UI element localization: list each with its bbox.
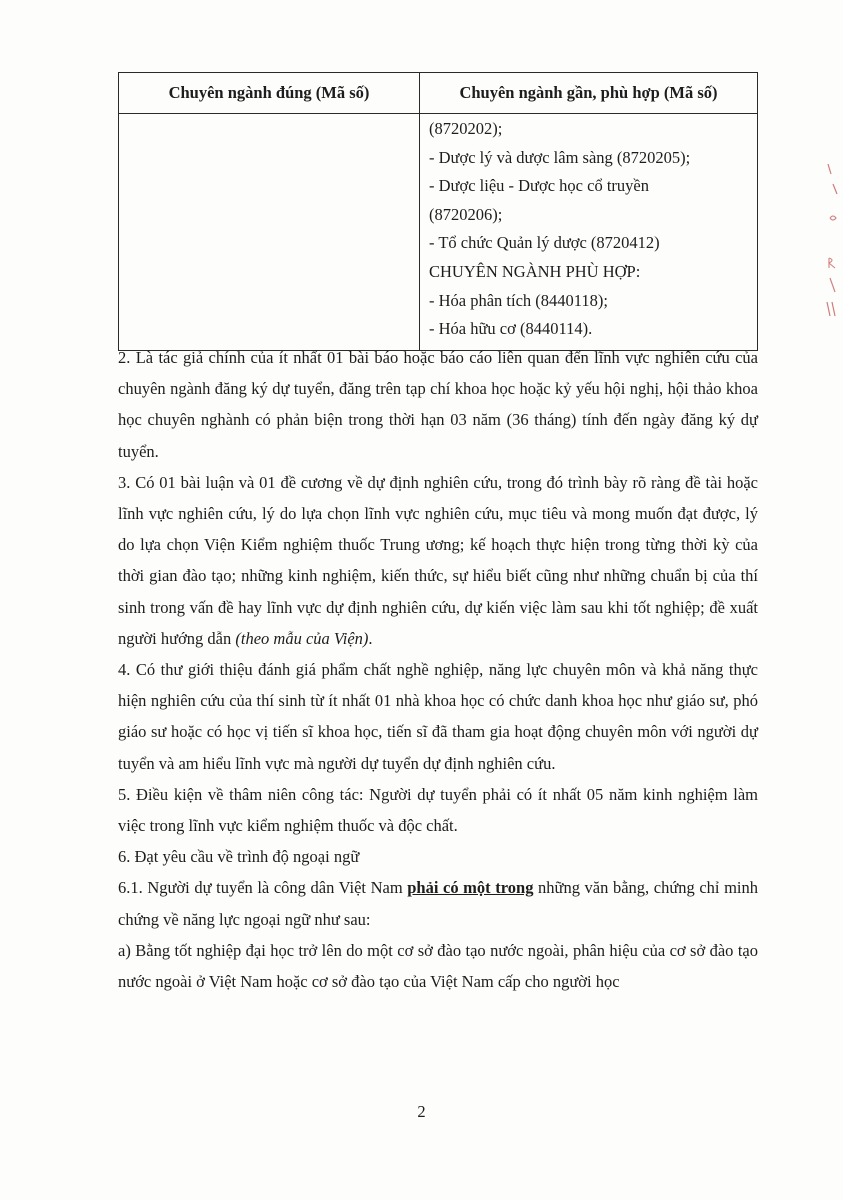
major-table bbox=[118, 72, 758, 351]
paragraph-3-italic: (theo mẫu của Viện) bbox=[235, 628, 369, 648]
related-major-cell bbox=[420, 114, 758, 351]
page-number: 2 bbox=[417, 1102, 426, 1121]
paragraph-6-1 bbox=[118, 872, 758, 934]
stamp-marks bbox=[818, 150, 843, 330]
paragraph-6: 6. Đạt yêu cầu về trình độ ngoại ngữ bbox=[118, 847, 360, 867]
list-item: (8720202); bbox=[429, 119, 503, 138]
header-exact-major: Chuyên ngành đúng (Mã số) bbox=[119, 73, 420, 114]
stamp-marks-graphic bbox=[818, 150, 843, 330]
table-row bbox=[119, 114, 758, 351]
list-item: - Dược liệu - Dược học cổ truyền bbox=[429, 176, 649, 196]
paragraph-5: 5. Điều kiện về thâm niên công tác: Người dự tuyển phải có ít nhất 05 năm kinh nghiệm làm việc trong lĩnh vực kiểm nghiệm thuốc và độc chất. bbox=[118, 784, 758, 836]
paragraph-3 bbox=[118, 467, 758, 654]
table-header-row bbox=[119, 73, 758, 114]
paragraph-2: 2. Là tác giả chính của ít nhất 01 bài báo hoặc báo cáo liên quan đến lĩnh vực nghiên cứu của chuyên ngành đăng ký dự tuyển, đăng trên tạp chí khoa học hoặc kỷ yếu hội nghị, hội thảo khoa học chuyên nghành có phản biện trong thời hạn 03 năm (36 tháng) tính đến ngày đăng ký dự tuyển. bbox=[118, 348, 758, 461]
paragraph-6-1-start: 6.1. Người dự tuyển là công dân Việt Nam bbox=[118, 878, 408, 898]
paragraph-3-text: 3. Có 01 bài luận và 01 đề cương về dự định nghiên cứu, trong đó trình bày rõ ràng đề tài hoặc lĩnh vực nghiên cứu, lý do lựa chọn lĩnh vực nghiên cứu, mục tiêu và mong muốn đạt được, lý do lựa chọn Viện Kiểm nghiệm thuốc Trung ương; kế hoạch thực hiện trong từng thời kỳ của thời gian đào tạo; những kinh nghiệm, kiến thức, sự hiểu biết cũng như những chuẩn bị của thí sinh trong vấn đề hay lĩnh vực dự định nghiên cứu, dự kiến việc làm sau khi tốt nghiệp; đề xuất người hướng dẫn bbox=[118, 472, 758, 648]
paragraph-3-end: . bbox=[368, 628, 373, 648]
related-major-list bbox=[420, 114, 757, 350]
list-item: - Hóa hữu cơ (8440114). bbox=[429, 319, 593, 339]
list-item: - Dược lý và dược lâm sàng (8720205); bbox=[429, 147, 691, 167]
paragraph-a: a) Bằng tốt nghiệp đại học trở lên do một cơ sở đào tạo nước ngoài, phân hiệu của cơ sở đào tạo nước ngoài ở Việt Nam hoặc cơ sở đào tạo của Việt Nam cấp cho người học bbox=[118, 940, 758, 992]
list-item: (8720206); bbox=[429, 204, 503, 224]
list-item: - Hóa phân tích (8440118); bbox=[429, 290, 609, 310]
paragraph-4: 4. Có thư giới thiệu đánh giá phẩm chất nghề nghiệp, năng lực chuyên môn và khả năng thực hiện nghiên cứu của thí sinh từ ít nhất 01 nhà khoa học có chức danh khoa học như giáo sư, phó giáo sư hoặc có học vị tiến sĩ khoa học, tiến sĩ đã tham gia hoạt động chuyên môn với người dự tuyển và am hiểu lĩnh vực mà người dự tuyển dự định nghiên cứu. bbox=[118, 660, 758, 773]
list-item: - Tổ chức Quản lý dược (8720412) bbox=[429, 233, 660, 253]
paragraph-6-1-emphasis: phải có một trong bbox=[407, 878, 534, 898]
body-text bbox=[118, 342, 758, 997]
exact-major-cell bbox=[119, 114, 420, 351]
header-related-major: Chuyên ngành gần, phù hợp (Mã số) bbox=[420, 73, 758, 114]
paragraph-6-1-end: những văn bằng, chứng chỉ minh chứng về năng lực ngoại ngữ như sau: bbox=[118, 878, 759, 929]
list-item: CHUYÊN NGÀNH PHÙ HỢP: bbox=[429, 261, 641, 281]
